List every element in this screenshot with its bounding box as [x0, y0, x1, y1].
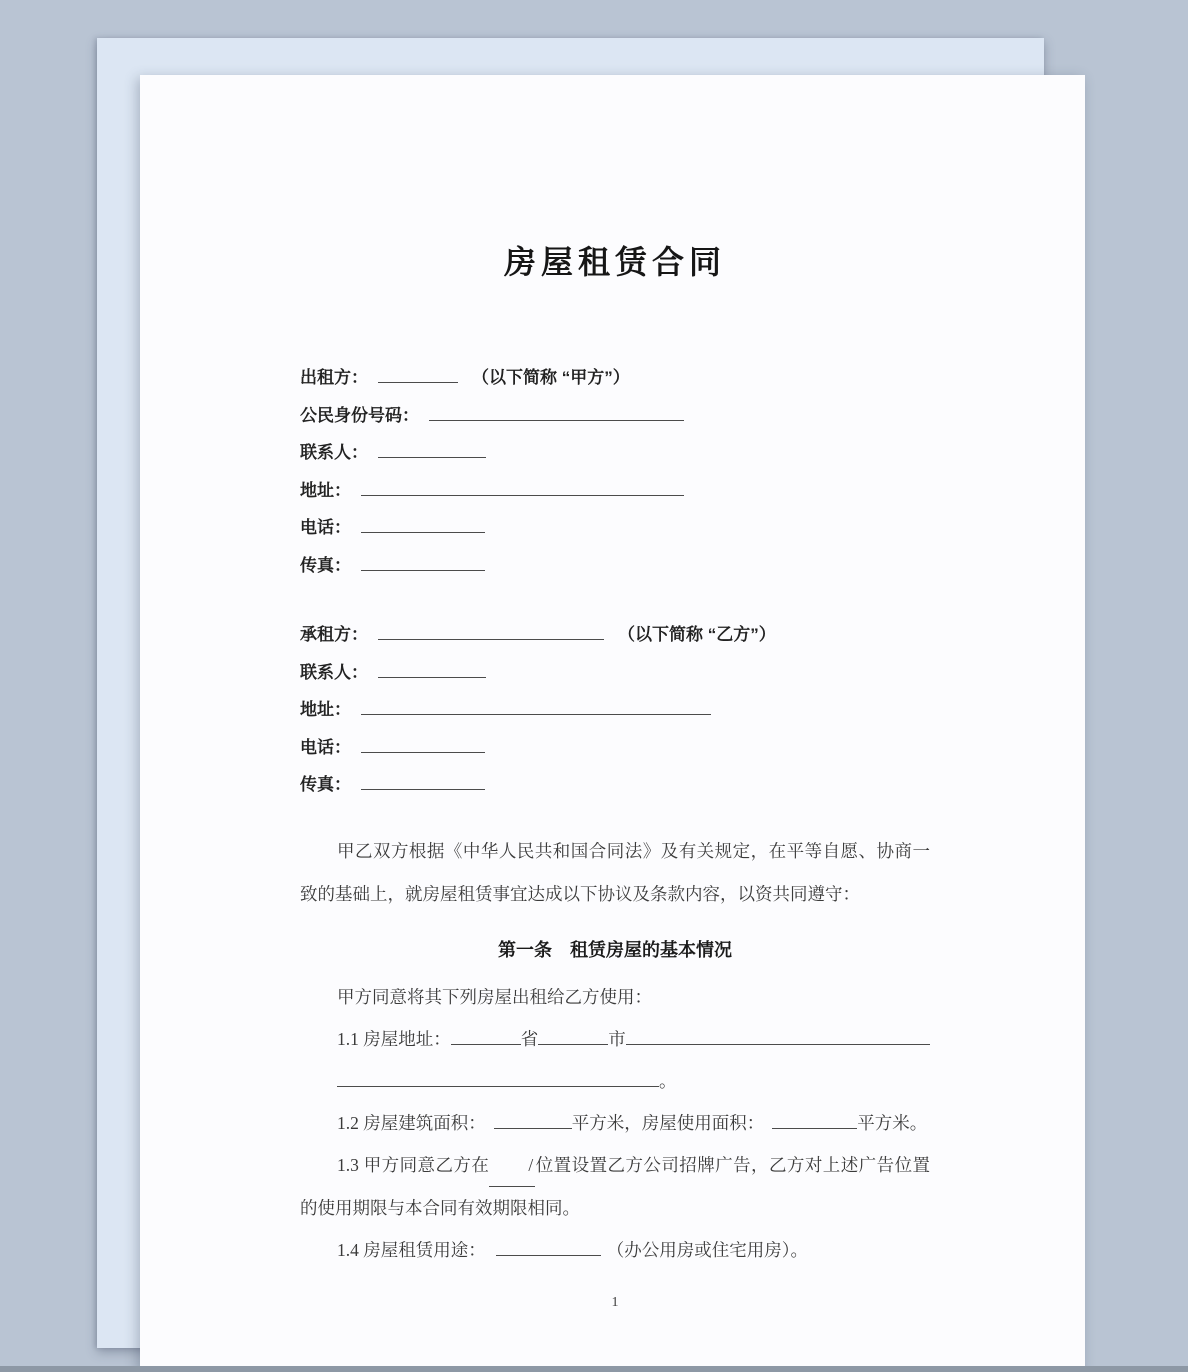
- lessor-phone-blank: [361, 517, 485, 533]
- signage-position-blank: /: [489, 1144, 535, 1187]
- clause-1-4-label: 1.4 房屋租赁用途：: [337, 1239, 486, 1260]
- lessor-address-row: [300, 472, 930, 510]
- lessor-name-blank: [378, 367, 458, 383]
- clause-1-1-period: 。: [659, 1070, 677, 1091]
- lessee-address-blank: [361, 699, 711, 715]
- lessor-name-label: 出租方：: [300, 368, 368, 387]
- lessor-contact-blank: [378, 442, 486, 458]
- lessor-id-label: 公民身份号码：: [300, 405, 419, 425]
- address-detail-blank: [626, 1029, 930, 1045]
- lessee-address-row: [300, 691, 930, 729]
- page-number: 1: [611, 1294, 619, 1310]
- lessor-fax-blank: [361, 555, 485, 571]
- lessor-id-row: [300, 397, 930, 435]
- lessee-contact-row: [300, 654, 930, 692]
- lessor-id-blank: [429, 405, 684, 421]
- clause-1-2-end: 平方米。: [857, 1112, 928, 1133]
- contract-preamble: 甲乙双方根据《中华人民共和国合同法》及有关规定，在平等自愿、协商一致的基础上，就房屋租赁事宜达成以下协议及条款内容，以资共同遵守：: [300, 840, 930, 904]
- usable-area-blank: [772, 1113, 857, 1129]
- contract-page: [140, 75, 1085, 1372]
- bottom-edge-bar: [0, 1366, 1188, 1372]
- province-label: 省: [520, 1028, 539, 1049]
- built-area-blank: [494, 1113, 572, 1129]
- clause-1-3-pre: 1.3 甲方同意乙方在: [337, 1154, 490, 1175]
- article1-heading: 第一条 租赁房屋的基本情况: [498, 939, 732, 960]
- province-blank: [451, 1029, 521, 1045]
- document-title: 房屋租赁合同: [503, 244, 726, 280]
- lessee-phone-label: 电话：: [300, 737, 351, 757]
- lessor-block: [300, 359, 930, 584]
- lessor-name-suffix: （以下简称 “甲方”）: [472, 368, 630, 387]
- lessee-name-suffix: （以下简称 “乙方”）: [618, 625, 776, 644]
- city-label: 市: [608, 1028, 626, 1049]
- clause-1-4-end: （办公用房或住宅用房）。: [606, 1239, 808, 1260]
- lessee-phone-row: [300, 729, 930, 767]
- lessee-phone-blank: [361, 737, 485, 753]
- clause-1-1-line1: [300, 1018, 930, 1060]
- lessor-address-label: 地址：: [300, 480, 351, 500]
- lessee-fax-label: 传真：: [300, 775, 351, 794]
- lessor-phone-row: [300, 509, 930, 547]
- lessee-address-label: 地址：: [300, 700, 351, 719]
- city-blank: [538, 1029, 608, 1045]
- lessee-contact-label: 联系人：: [300, 662, 368, 682]
- article1-intro: 甲方同意将其下列房屋出租给乙方使用：: [337, 986, 652, 1007]
- lessor-contact-row: [300, 434, 930, 472]
- lessee-contact-blank: [378, 662, 486, 678]
- address-detail-blank-2: [337, 1071, 659, 1087]
- lessee-name-row: [300, 616, 930, 654]
- lessor-contact-label: 联系人：: [300, 443, 368, 462]
- lessor-phone-label: 电话：: [300, 518, 351, 537]
- lessor-fax-row: [300, 547, 930, 585]
- lessor-address-blank: [361, 480, 684, 496]
- lessor-fax-label: 传真：: [300, 555, 351, 575]
- clause-1-1-line2: [300, 1060, 930, 1102]
- clause-1-3: [300, 1144, 930, 1229]
- lessee-name-blank: [378, 624, 604, 640]
- usage-blank: [496, 1240, 601, 1256]
- clause-1-3-post: 位置设置乙方公司招牌广告，乙方对上述广告位置的使用期限与本合同有效期限相同。: [300, 1154, 931, 1218]
- clause-1-2: [300, 1102, 930, 1144]
- clause-1-1-label: 1.1 房屋地址：: [337, 1028, 451, 1049]
- lessee-block: [300, 616, 930, 804]
- lessee-name-label: 承租方：: [300, 625, 368, 644]
- lessee-fax-blank: [361, 774, 485, 790]
- clause-1-2-label: 1.2 房屋建筑面积：: [337, 1112, 486, 1133]
- clause-1-2-mid: 平方米，房屋使用面积：: [571, 1112, 765, 1133]
- lessor-name-row: [300, 359, 930, 397]
- lessee-fax-row: [300, 766, 930, 804]
- clause-1-4: [300, 1229, 930, 1271]
